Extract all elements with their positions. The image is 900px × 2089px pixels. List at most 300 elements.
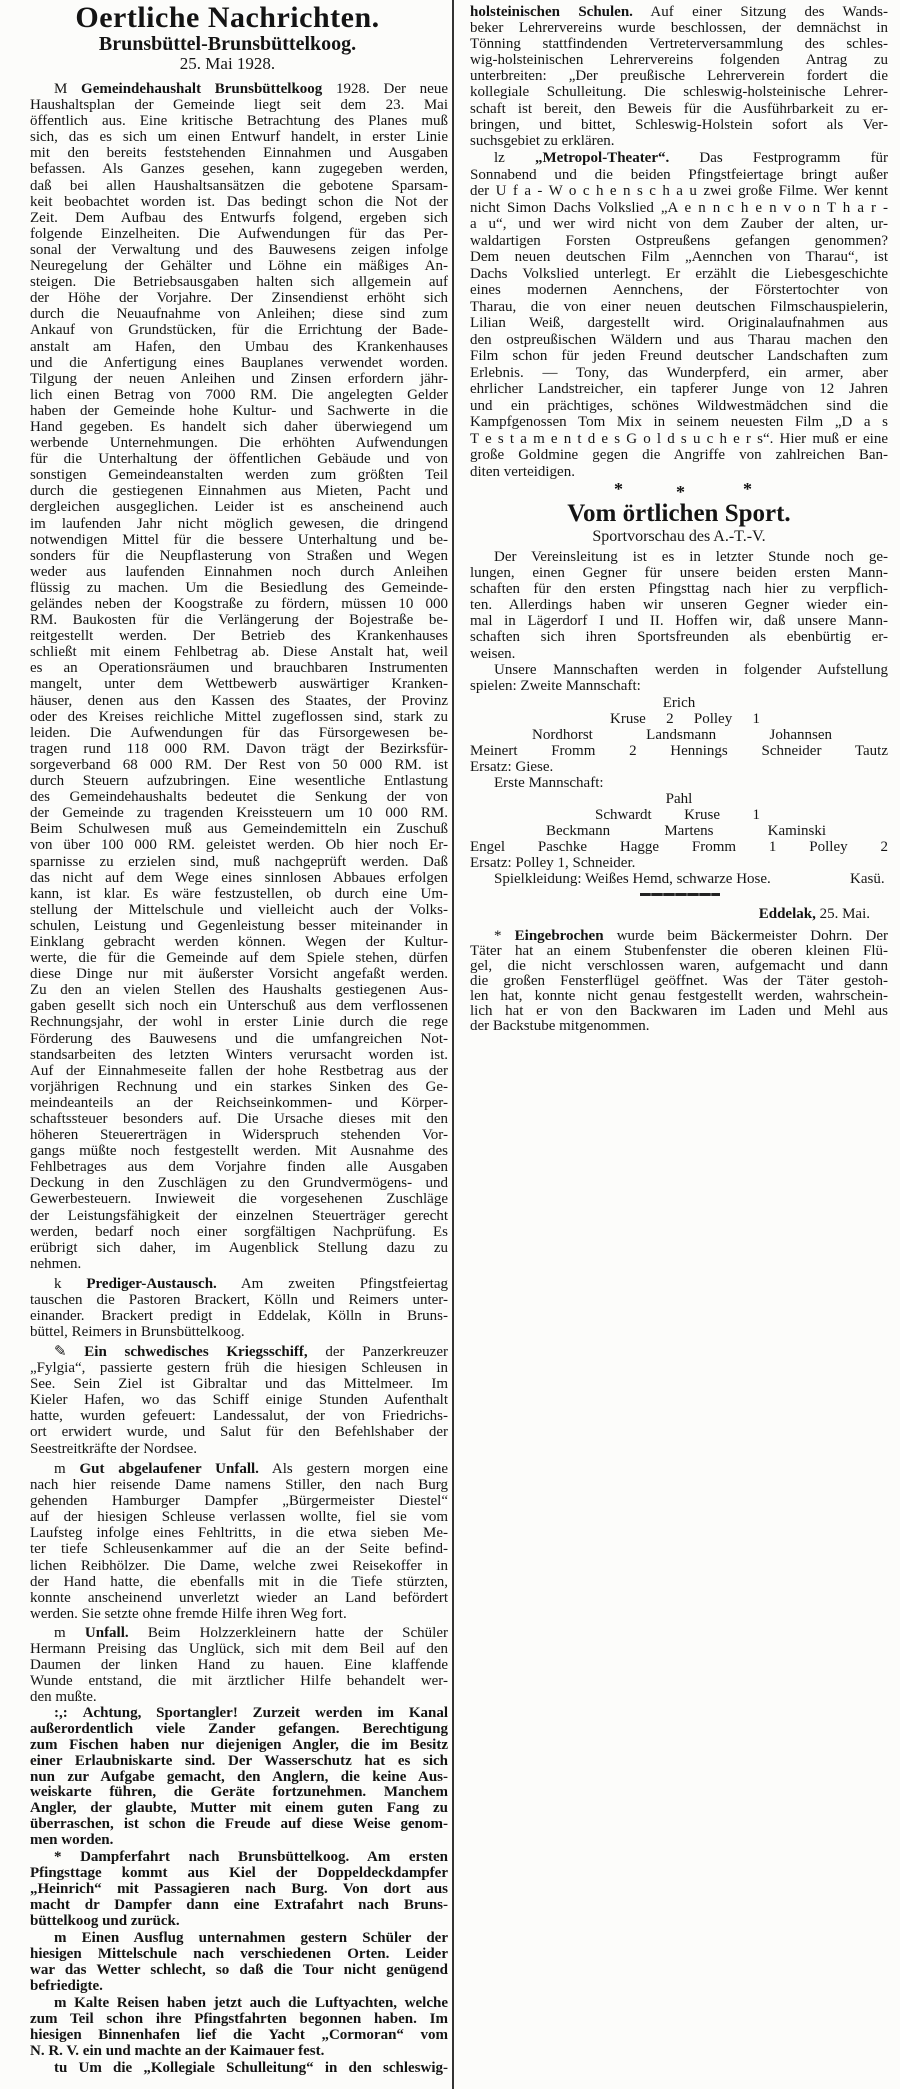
text-line xyxy=(30,2061,448,2077)
text-line xyxy=(30,1424,448,1440)
text-line xyxy=(30,178,448,194)
line-text: wig-holsteinischen Lehrervereins folgenden Antrag zu xyxy=(470,52,888,69)
article-headline: Achtung, Sportangler! xyxy=(82,1705,238,1721)
line-text: der Höhe der Vorjahre. Der Zinsendienst erhöht sich xyxy=(30,290,448,307)
line-text: nach hier reisende Dame namens Stiller, den nach Burg xyxy=(30,1477,448,1494)
line-text: waldartigen Forsten Ostpreußens gefangen genommen? xyxy=(470,232,888,249)
line-text: und die Anfertigung eines Bauplanes verwendet worden. xyxy=(30,354,448,371)
line-text: durch Steuern aufzubringen. Eine wesentliche Entlastung xyxy=(30,773,448,790)
line-text: flüssig zu machen. Um die Besiedlung des Gemeinde- xyxy=(30,579,448,596)
line-text: leiden. Die Aufwendungen für das Fürsorgewesen be- xyxy=(30,724,448,741)
line-text: das nicht auf dem Wege eines sinnlosen Abbaues erfolgen xyxy=(30,869,448,886)
issue-date: 25. Mai 1928. xyxy=(179,54,276,73)
line-text: befriedigte. xyxy=(30,1977,103,1994)
line-text: weder aus laufenden Einnahmen noch durch Anleihen xyxy=(30,563,448,580)
line-text: sorgeverband 68 000 RM. Der Rest von 50 000 RM. ist xyxy=(30,756,448,773)
line-text: Förderung des Bauwesens und die umfangreichen Not- xyxy=(30,1030,448,1047)
line-text: Rechnungsjahr, der wohl in erster Linie durch die rege xyxy=(30,1014,448,1031)
line-text: auf der hiesigen Schleuse verlassen wollte, fiel sie vom xyxy=(30,1509,448,1526)
text-line xyxy=(30,1308,448,1324)
line-text: sonstigen Gemeindeanstalten werden zum größten Teil xyxy=(30,467,448,484)
line-text: gehenden Hamburger Dampfer „Bürgermeister Diestel“ xyxy=(30,1493,448,1510)
line-text: Kieler Hafen, wo das Schiff einige Stunden Aufenthalt xyxy=(30,1392,448,1409)
line-text: ter tiefe Schleusenkammer auf die an der Seite befind- xyxy=(30,1541,448,1558)
line-text: diese Dinge nur mit äußerster Vorsicht angefaßt werden. xyxy=(30,966,448,983)
text-line xyxy=(30,870,448,886)
text-line xyxy=(30,1558,448,1574)
first-team-reserve: Ersatz: Polley 1, Schneider. xyxy=(470,855,636,871)
line-text: der Hand hatte, die ebenfalls mit in die Tiefe stürzten, xyxy=(30,1573,448,1590)
text-line xyxy=(30,1996,448,2012)
column-divider xyxy=(452,0,454,2089)
text-line xyxy=(30,1866,448,1882)
article-marker: m xyxy=(54,1461,80,1477)
text-line xyxy=(30,2044,448,2060)
text-line xyxy=(30,1947,448,1963)
text-line xyxy=(30,821,448,837)
line-text: Tharau, die von einer neuen deutschen Filmschauspielerin, xyxy=(470,298,888,315)
line-text: es an Operationsräumen und brauchbaren Instrumenten xyxy=(30,660,448,677)
article-headline: Prediger-Austausch. xyxy=(86,1276,217,1292)
line-text: den mußte. xyxy=(30,1689,97,1706)
line-text: notwendigen Mittel für die bessere Unterhaltung und be- xyxy=(30,531,448,548)
text-line xyxy=(30,419,448,435)
line-text: mal in Lägerdorf I und II. Hoffen wir, daß unsere Mann- xyxy=(470,613,888,630)
text-line xyxy=(30,1785,448,1801)
text-line xyxy=(30,612,448,628)
ornamental-rule xyxy=(640,893,720,896)
text-line xyxy=(30,1817,448,1833)
line-text: zum Fischen haben nur diejenigen Angler, die im Besitz xyxy=(30,1736,448,1753)
first-team-label: Erste Mannschaft: xyxy=(494,775,604,791)
article-marker: m xyxy=(54,1625,85,1641)
text-line xyxy=(30,2028,448,2044)
article-dampferfahrt xyxy=(30,1850,448,1929)
article-marker: :,: xyxy=(54,1705,83,1721)
line-text: lich einen Betrag von 7000 RM. Die angelegten Gelder xyxy=(30,386,448,403)
line-text: der U f a - W o c h e n s c h a u zwei große Filme. Wer kennt xyxy=(470,183,888,199)
text-line xyxy=(30,129,448,145)
text-line xyxy=(30,1509,448,1525)
article-headline: „Metropol-Theater“. xyxy=(534,150,670,166)
article-ausflug xyxy=(30,1931,448,1995)
second-team-goal: Erich xyxy=(662,695,696,711)
line-text: Neuregelung der Gehälter und Löhne ein mäßiges An- xyxy=(30,258,448,275)
text-line xyxy=(30,1079,448,1095)
line-text: Zu den an vielen Stellen des Haushalts gestiegenen Aus- xyxy=(30,982,448,999)
text-line xyxy=(30,580,448,596)
line-text: kollegiale Schulleitung. Die schleswig-holsteinische Lehrer- xyxy=(470,84,888,101)
line-text: einer Erlaubniskarte sind. Der Wasserschutz hat es sich xyxy=(30,1752,448,1769)
text-line xyxy=(30,1014,448,1030)
line-text: suchsgebiet zu erklären. xyxy=(470,132,615,149)
line-text: war das Wetter schlecht, so daß die Tour nicht genügend xyxy=(30,1961,448,1978)
line-text: Laufsteg infolge eines Fehltritts, in die etwa sieben Me- xyxy=(30,1525,448,1542)
line-text: einander. Brackert predigt in Eddelak, Kölln in Bruns- xyxy=(30,1308,448,1325)
line-text: sonders für die Neupflasterung von Straßen und Wegen xyxy=(30,547,448,564)
line-text: reitgestellt werden. Der Betrieb des Krankenhauses xyxy=(30,628,448,645)
text-line xyxy=(30,210,448,226)
line-text: wurde beim Bäckermeister Dohrn. Der xyxy=(603,928,888,944)
text-line xyxy=(30,1256,448,1272)
line-text: die großen Fensterflügel geöffnet. Was der Täter gestoh- xyxy=(470,973,888,989)
text-line xyxy=(30,322,448,338)
line-text: men worden. xyxy=(30,1832,114,1849)
line-text: Hand gegeben. Es handelt sich daher überwiegend um xyxy=(30,418,448,435)
article-marker: lz xyxy=(494,150,535,166)
line-text: Pfingsttage kommt aus Kiel der Doppeldeckdampfer xyxy=(30,1864,448,1881)
line-text: gaben gesellt sich noch ein Unterschuß aus dem verflossenen xyxy=(30,998,448,1015)
text-line xyxy=(30,1063,448,1079)
article-marker: * xyxy=(494,928,515,944)
line-text: hatte, wurden gefeuert: Landessalut, der von Friedrichs- xyxy=(30,1408,448,1425)
line-text: Tilgung der neuen Anleihen und Zinsen erfordern jähr- xyxy=(30,370,448,387)
text-line xyxy=(470,974,888,989)
text-line xyxy=(30,1963,448,1979)
line-text: große Goldmine gegen die Angriffe von zahlreichen Ban- xyxy=(470,447,888,463)
line-text: lichen Reibhölzer. Die Dame, welche zwei Reisekoffer in xyxy=(30,1557,448,1574)
line-text: nicht Simon Dachs Volkslied „A e n n c h e n v o n T h a r - xyxy=(470,199,888,216)
article-kriegsschiff xyxy=(30,1344,448,1457)
article-marker: tu xyxy=(54,2060,79,2076)
line-text: standsarbeiten des letzten Winters verursacht worden ist. xyxy=(30,1046,448,1063)
line-text: Hermann Preising das Unglück, sich mit dem Beil auf den xyxy=(30,1641,448,1658)
text-line xyxy=(30,1276,448,1292)
line-text: für die Unterhaltung der öffentlichen Gebäude und von xyxy=(30,451,448,468)
line-text: Einklang gebracht werden können. Wegen der Kultur- xyxy=(30,933,448,950)
text-line xyxy=(470,1004,888,1019)
line-text: Lilian Weiß, dargestellt wird. Originalaufnahmen aus xyxy=(470,315,888,331)
article-headline: Kalte Reisen xyxy=(74,1995,160,2011)
line-text: weiskarte führen, die Geräte fortzunehmen. Manchem xyxy=(30,1784,448,1801)
line-text: Gewerbesteuern. Inwieweit die vorgesehenen Zuschläge xyxy=(30,1191,448,1208)
text-line xyxy=(30,1541,448,1557)
text-line xyxy=(30,628,448,644)
line-text: macht dr Dampfer dann eine Extrafahrt nach Bruns- xyxy=(30,1896,448,1913)
article-eingebrochen xyxy=(470,929,888,1034)
first-team-goal: Pahl xyxy=(665,791,693,807)
article-prediger-austausch xyxy=(30,1276,448,1340)
text-line xyxy=(30,757,448,773)
line-text: dergleichen ausgeglichen. Leider ist es anscheinend auch xyxy=(30,499,448,516)
text-line xyxy=(30,274,448,290)
line-text: Fehlbetrages aus dem Vorjahre finden alle Ausgaben xyxy=(30,1159,448,1176)
line-text: See. Sein Ziel ist Gibraltar und das Mittelmeer. Im xyxy=(30,1376,448,1393)
text-line xyxy=(30,1641,448,1657)
line-text: haben jetzt auch die Luftyachten, welche xyxy=(159,1995,448,2011)
text-line xyxy=(30,1031,448,1047)
line-text: lungen, einen Gegner für unsere beiden ersten Mann- xyxy=(470,565,888,582)
line-text: Als gestern morgen eine xyxy=(258,1461,449,1477)
line-text: den ostpreußischen Wäldern und aus Tharau machen den xyxy=(470,331,888,348)
line-text: der Leistungsfähigkeit der einzelnen Steuerträger gerecht xyxy=(30,1207,448,1224)
text-line xyxy=(30,1408,448,1424)
line-text: Am zweiten Pfingstfeiertag xyxy=(216,1276,449,1292)
text-line xyxy=(30,950,448,966)
line-text: steigen. Die Betriebsausgaben halten sich allgemein auf xyxy=(30,274,448,291)
line-text: spielen: Zweite Mannschaft: xyxy=(470,678,641,695)
line-text: schaft ist bereit, den Beweis für die Ausführbarkeit zu er- xyxy=(470,100,888,117)
text-line xyxy=(30,1722,448,1738)
line-text: gel, die nicht verschlossen waren, aufgemacht und dann xyxy=(470,958,888,974)
text-line xyxy=(30,1833,448,1849)
text-line xyxy=(470,944,888,959)
line-text: werden. Sie setzte ohne fremde Hilfe ihren Weg fort. xyxy=(30,1605,347,1622)
text-line xyxy=(30,934,448,950)
text-line xyxy=(30,1754,448,1770)
text-line xyxy=(30,1376,448,1392)
sport-subheading: Sportvorschau des A.-T.-V. xyxy=(592,528,766,545)
line-text: Unsere Mannschaften werden in folgender Aufstellung xyxy=(494,662,888,678)
line-text: werte, die für die Gemeinde auf dem Spiele stehen, dürfen xyxy=(30,950,448,967)
line-text: des Gemeindehaushalts bedeutet die Senkung der von xyxy=(30,789,448,806)
line-text: nehmen. xyxy=(30,1255,82,1272)
line-text: überraschen, ist schon die Freude auf diese Weise genom- xyxy=(30,1816,448,1833)
text-line xyxy=(30,1590,448,1606)
text-line xyxy=(30,1441,448,1457)
second-team-halves: Nordhorst Landsmann Johannsen xyxy=(532,727,832,743)
article-schulleitung-start xyxy=(30,2061,448,2077)
line-text: meindeanteils an der Reichseinkommen- und Körper- xyxy=(30,1094,448,1111)
line-text: Beim Schulwesen muß aus Gemeindemitteln ein Zuschuß xyxy=(30,821,448,838)
line-text: Deckung in den Zuschlägen zu den Grundvermögens- und xyxy=(30,1175,448,1192)
line-text: haben der Gemeinde hohe Kultur- und Sachwerte in die xyxy=(30,402,448,419)
article-gemeindehaushalt xyxy=(30,81,448,1272)
text-line xyxy=(470,959,888,974)
text-line xyxy=(30,1461,448,1477)
article-gut-abgelaufener-unfall xyxy=(30,1461,448,1622)
line-text: hiesigen Mittelschule nach verschiedenen Orten. Leider xyxy=(30,1945,448,1962)
text-line xyxy=(30,789,448,805)
text-line xyxy=(30,81,448,97)
line-text: Ankauf von Grundstücken, für die Errichtung der Bade- xyxy=(30,322,448,339)
text-line xyxy=(30,145,448,161)
text-line xyxy=(30,1770,448,1786)
text-line xyxy=(30,773,448,789)
text-line xyxy=(30,837,448,853)
line-text: schließt mit einem Fehlbetrag ab. Diese Anstalt hat, weil xyxy=(30,644,448,661)
text-line xyxy=(470,1019,888,1034)
text-line xyxy=(30,483,448,499)
text-line xyxy=(30,1882,448,1898)
text-line xyxy=(30,97,448,113)
text-line xyxy=(30,1706,448,1722)
line-text: der Panzerkreuzer xyxy=(307,1344,448,1360)
dateline-place: Eddelak, xyxy=(758,906,816,922)
team-lineups xyxy=(470,0,888,900)
line-text: Täter hat an einem Stubenfenster die oberen kleinen Flü- xyxy=(470,943,888,959)
article-headline: Um die „Kollegiale Schulleitung“ in den schleswig- xyxy=(78,2060,448,2076)
line-text: Seestreitkräfte der Nordsee. xyxy=(30,1440,198,1457)
line-text: zum Teil schon ihre Pfingstfahrten begonnen haben. Im xyxy=(30,2010,448,2027)
line-text: Erlebnis. — Tony, das Wunderpferd, ein armer, aber xyxy=(470,364,888,381)
line-text: Auf der Einnahmeseite fallen der hohe Restbetrag aus der xyxy=(30,1062,448,1079)
text-line xyxy=(30,709,448,725)
line-text: weisen. xyxy=(470,645,516,662)
separator-star: * xyxy=(614,479,623,499)
second-team-forwards: Meinert Fromm 2 Hennings Schneider Tautz xyxy=(470,743,888,759)
text-line xyxy=(30,1159,448,1175)
line-text: durch die gestiegenen Einnahmen aus Mieten, Pacht und xyxy=(30,483,448,500)
text-line xyxy=(30,516,448,532)
line-text: schaftssteuer besonders auf. Die Ursache dieses mit den xyxy=(30,1111,448,1127)
text-line xyxy=(30,966,448,982)
page-title: Oertliche Nachrichten. xyxy=(75,1,380,34)
line-text: ten. Allerdings haben wir unseren Gegner wieder ein- xyxy=(470,597,888,614)
article-headline: Unfall. xyxy=(84,1625,129,1641)
text-line xyxy=(30,467,448,483)
line-text: daß bei allen Haushaltsansätzen die gebotene Sparsam- xyxy=(30,177,448,194)
article-marker: * xyxy=(54,1849,81,1865)
line-text: im laufenden Jahr nicht möglich gewesen, die dringend xyxy=(30,515,448,532)
article-headline: Ein schwedisches Kriegsschiff, xyxy=(84,1344,308,1360)
line-text: Zurzeit werden im Kanal xyxy=(237,1705,448,1721)
text-line xyxy=(30,226,448,242)
text-line xyxy=(30,1801,448,1817)
separator-star: * xyxy=(743,479,752,499)
article-headline: Eingebrochen xyxy=(514,928,604,944)
text-line xyxy=(30,1574,448,1590)
text-line xyxy=(30,676,448,692)
author-signature: Kasü. xyxy=(850,871,885,887)
text-line xyxy=(30,693,448,709)
line-text: von über 100 000 RM. geleistet werden. Ob hier noch Er- xyxy=(30,837,448,854)
text-line xyxy=(30,1095,448,1111)
line-text: schaften sich ihren Sportsfreunden als ebenbürtig er- xyxy=(470,629,888,646)
text-line xyxy=(30,886,448,902)
text-line xyxy=(30,161,448,177)
text-line xyxy=(30,644,448,660)
line-text: eines modernen Aennchens, der Förstertochter von xyxy=(470,282,888,298)
text-line xyxy=(30,1344,448,1360)
line-text: Der Vereinsleitung ist es in letzter Stunde noch ge- xyxy=(494,549,888,565)
text-line xyxy=(30,564,448,580)
text-line xyxy=(30,982,448,998)
sport-heading: Vom örtlichen Sport. xyxy=(567,500,791,527)
eddelak-dateline xyxy=(470,906,870,923)
line-text: werbende Unternehmungen. Die erhöhten Aufwendungen xyxy=(30,435,448,452)
line-text: sparnisse zu erzielen sind, muß nachgeprüft werden. Daß xyxy=(30,853,448,870)
line-text: Angler, der glaubte, Mutter mit einem guten Fang zu xyxy=(30,1800,448,1817)
article-marker: m xyxy=(54,1995,75,2011)
line-text: konnte anscheinend unverletzt wieder an Land befördert xyxy=(30,1589,448,1606)
article-kalte-reisen xyxy=(30,1996,448,2060)
text-line xyxy=(30,339,448,355)
text-line xyxy=(30,1979,448,1995)
line-text: Kampfgenossen Tom Mix in seinem neuesten Film „D a s xyxy=(470,414,888,430)
text-line xyxy=(30,1850,448,1866)
line-text: der Gemeinde zu tragenden Kreissteuern um 10 000 RM. xyxy=(30,805,448,822)
text-line xyxy=(30,1047,448,1063)
text-line xyxy=(30,1738,448,1754)
text-line xyxy=(30,596,448,612)
text-line xyxy=(30,1240,448,1256)
text-line xyxy=(30,2012,448,2028)
line-text: Beim Holzzerkleinern hatte der Schüler xyxy=(128,1625,448,1641)
article-headline: Einen Ausflug xyxy=(81,1930,184,1946)
text-line xyxy=(30,194,448,210)
line-text: schaften für den ersten Pfingsttag nach hier zu verpflich- xyxy=(470,581,888,598)
text-line xyxy=(30,1657,448,1673)
line-text: lich hat er von den Backwaren im Laden und Mehl aus xyxy=(470,1003,888,1019)
first-team-backs: Schwardt Kruse 1 xyxy=(595,807,760,823)
text-line xyxy=(30,1673,448,1689)
line-text: „Fylgia“, passierte gestern früh die hiesigen Schleusen in xyxy=(30,1360,448,1377)
text-line xyxy=(30,371,448,387)
article-marker: k xyxy=(54,1276,87,1292)
line-text: Tönning stattfindenden Vertreterversammlung des schles- xyxy=(470,36,888,53)
text-line xyxy=(30,355,448,371)
line-text: T e s t a m e n t d e s G o l d s u c h e r s“. Hier muß er eine xyxy=(470,430,888,447)
line-text: keit beobachtet worden ist. Das bedingt schon die Not der xyxy=(30,193,448,210)
text-line xyxy=(30,1111,448,1127)
text-line xyxy=(30,499,448,515)
line-text: gangs müßte noch festgestellt werden. Mit Ausnahme des xyxy=(30,1143,448,1160)
text-line xyxy=(30,403,448,419)
text-line xyxy=(30,306,448,322)
line-text: vorjährigen Rechnung und ein starkes Sinken des Ge- xyxy=(30,1078,448,1095)
line-text: büttel, Reimers in Brunsbüttelkoog. xyxy=(30,1324,245,1341)
text-line xyxy=(30,1224,448,1240)
line-text: Wunde entstand, die mit ärztlicher Hilfe behandelt wer- xyxy=(30,1673,448,1690)
line-text: und ein prächtiges, schönes Wildwestmädchen sind die xyxy=(470,397,888,414)
text-line xyxy=(30,435,448,451)
line-text: N. R. V. ein und machte an der Kaimauer fest. xyxy=(30,2042,325,2059)
text-line xyxy=(30,113,448,129)
text-line xyxy=(470,929,888,944)
text-line xyxy=(30,1127,448,1143)
text-line xyxy=(30,1931,448,1947)
text-line xyxy=(30,741,448,757)
text-line xyxy=(30,387,448,403)
line-text: außerordentlich viele Zander gefangen. Berechtigung xyxy=(30,1720,448,1737)
text-line xyxy=(30,998,448,1014)
text-line xyxy=(30,1493,448,1509)
article-headline: Gemeindehaushalt Brunsbüttelkoog xyxy=(81,81,323,97)
line-text: öffentlich aus. Eine kritische Betrachtung des Planes muß xyxy=(30,113,448,130)
line-text: bringen, und bittet, Schleswig-Holstein sofort als Ver- xyxy=(470,116,888,133)
line-text: ehrlicher Landstreicher, ein tapferer Junge von 12 Jahren xyxy=(470,381,888,397)
article-headline: Dampferfahrt nach Brunsbüttelkoog. xyxy=(80,1849,350,1865)
line-text: „Heinrich“ mit Passagieren nach Burg. Von dort aus xyxy=(30,1880,448,1897)
line-text: schulen, Leistung und Gegenleistung besser miteinander in xyxy=(30,917,448,934)
line-text: 1928. Der neue xyxy=(322,81,448,97)
line-text: mit den bereits feststehenden Einnahmen und Ausgaben xyxy=(30,145,448,162)
line-text: geländes neben der Koogstraße zu fördern, müssen 10 000 xyxy=(30,596,448,612)
text-line xyxy=(30,1324,448,1340)
text-line xyxy=(30,805,448,821)
line-text: sich, das es sich um einen Entwurf handelt, in erster Linie xyxy=(30,129,448,146)
text-line xyxy=(30,1625,448,1641)
line-text: Sonnabend und die beiden Pfingstfeiertage bringt außer xyxy=(470,166,888,183)
line-text: anstalt am Hafen, den Umbau des Krankenhauses xyxy=(30,338,448,355)
separator-star: * xyxy=(676,482,685,502)
line-text: mangelt, unter dem Wettbewerb auswärtiger Kranken- xyxy=(30,676,448,693)
line-text: Dem neuen deutschen Film „Aennchen von Tharau“, ist xyxy=(470,249,888,265)
text-line xyxy=(30,1360,448,1376)
line-text: Daumen der linken Hand zu hauen. Eine klaffende xyxy=(30,1657,448,1674)
text-line xyxy=(30,290,448,306)
text-line xyxy=(30,532,448,548)
line-text: der Backstube mitgenommen. xyxy=(470,1018,650,1034)
second-team-backs: Kruse 2 Polley 1 xyxy=(610,711,760,727)
text-line xyxy=(30,725,448,741)
line-text: häuser, denen aus den Kassen des Staates, der Provinz xyxy=(30,692,448,709)
line-text: kann, ist klar. Es wäre festzustellen, ob durch eine Um- xyxy=(30,885,448,902)
line-text: nun zur Aufgabe gemacht, den Anglern, die keine Aus- xyxy=(30,1768,448,1785)
line-text: len hat, konnte nicht genau festgestellt werden, wahrschein- xyxy=(470,988,888,1004)
line-text: hiesigen Binnenhafen lief die Yacht „Cormoran“ vom xyxy=(30,2026,448,2043)
